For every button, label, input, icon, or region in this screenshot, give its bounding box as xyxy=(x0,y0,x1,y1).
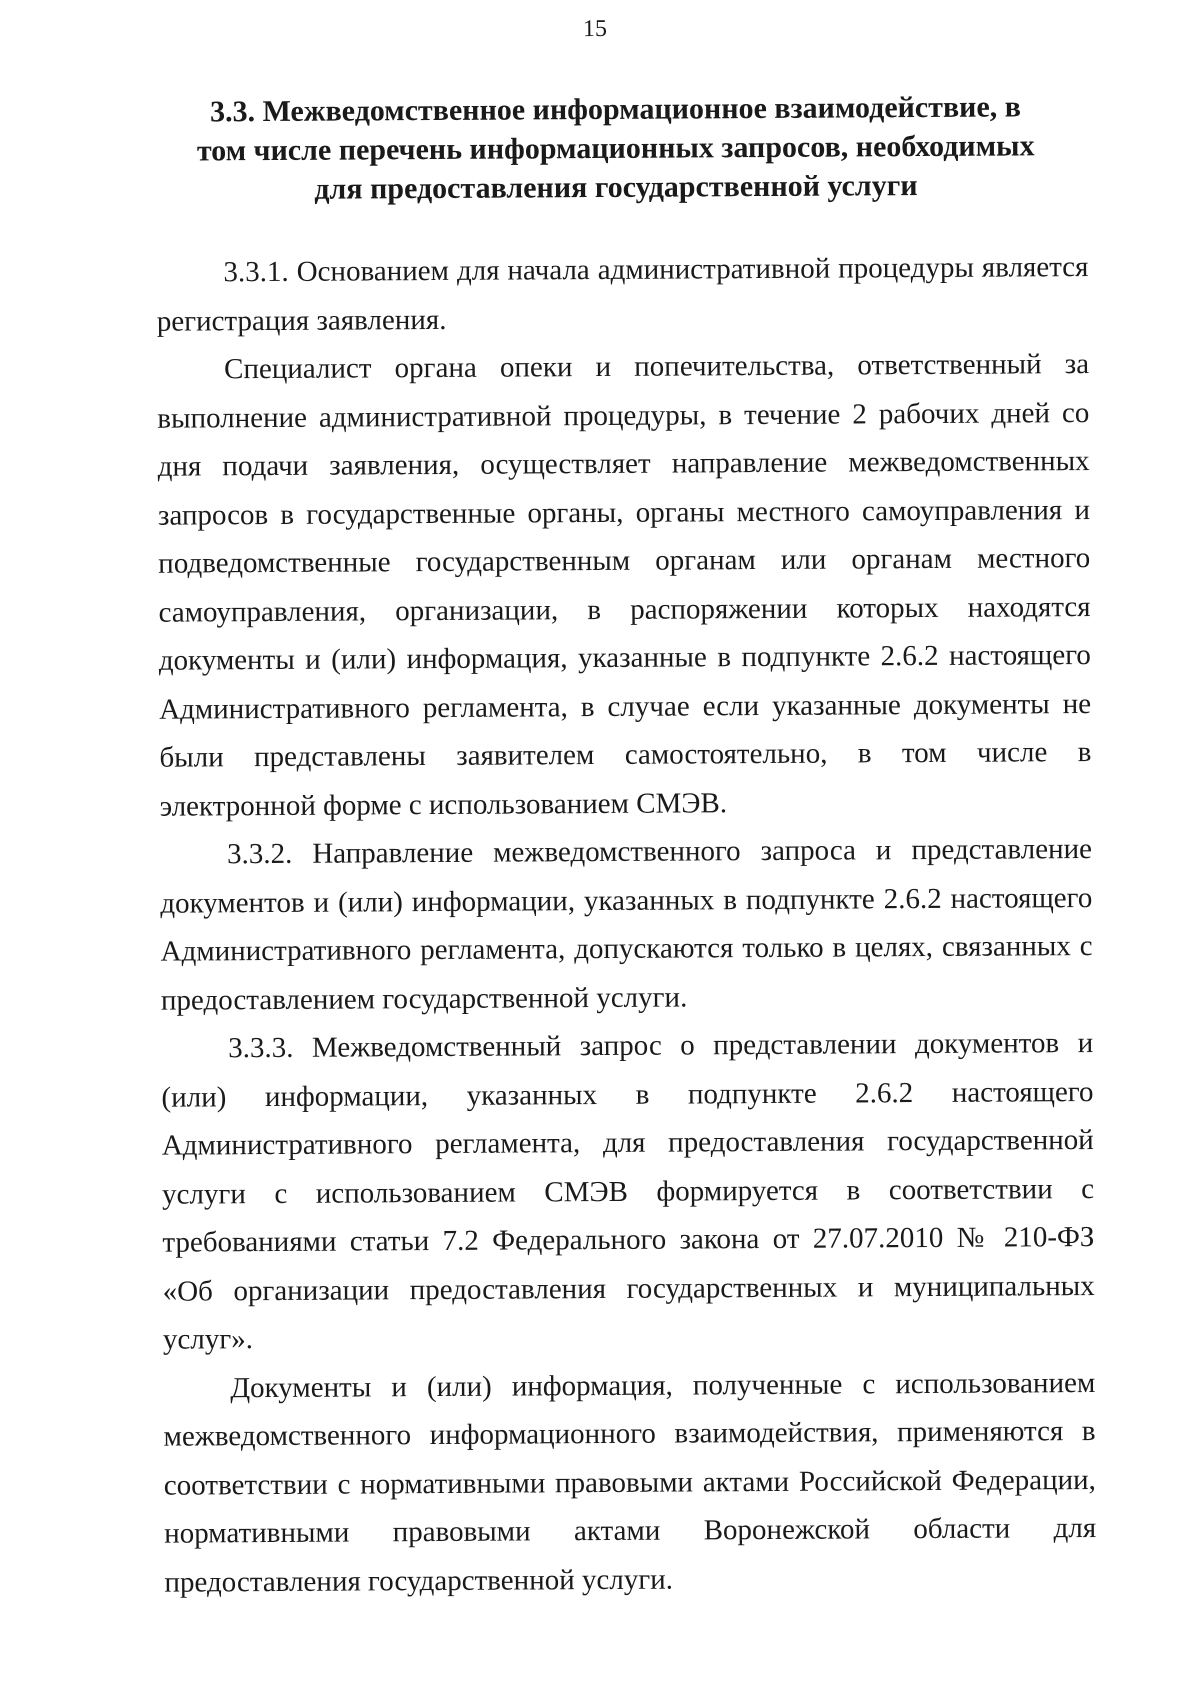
paragraph-documents: Документы и (или) информация, полученные с использованием межведомственного информационного взаимодействия, применяются в соответствии с нормативными правовыми актами Российской Федерации, нормативными правовыми актами Воронежской области для предоставления государственной услуги. xyxy=(163,1366,1097,1599)
page-number: 15 xyxy=(582,15,608,43)
section-title: 3.3. Межведомственное информационное взаимодействие, в том числе перечень информационных запросов, необходимых для предоставления государственной услуги xyxy=(196,90,1035,206)
paragraph-3-3-3: 3.3.3. Межведомственный запрос о представлении документов и (или) информации, указанных в подпункте 2.6.2 настоящего Административного регламента, для предоставления государственной услуги с использованием СМЭВ формируется в соответствии с требованиями статьи 7.2 Федерального закона от 27.07.2010 № 210-ФЗ «Об организации предоставления государственных и муниципальных услуг». xyxy=(161,1026,1095,1356)
paragraph-3-3-1: 3.3.1. Основанием для начала административной процедуры является регистрация заявления. xyxy=(156,251,1089,338)
paragraph-3-3-2: 3.3.2. Направление межведомственного запроса и представление документов и (или) информации, указанных в подпункте 2.6.2 настоящего Административного регламента, допускаются только в целях, связанных с предоставлением государственной услуги. xyxy=(160,832,1093,1017)
paragraph-specialist: Специалист органа опеки и попечительства, ответственный за выполнение административной процедуры, в течение 2 рабочих дней со дня подачи заявления, осуществляет направление межведомственных запросов в государственные органы, органы местного самоуправления и подведомственные государственным органам или органам местного самоуправления, организации, в распоряжении которых находятся документы и (или) информация, указанные в подпункте 2.6.2 настоящего Административного регламента, в случае если указанные документы не были представлены заявителем самостоятельно, в том числе в электронной форме с использованием СМЭВ. xyxy=(157,348,1092,823)
document-body xyxy=(156,243,1096,1607)
